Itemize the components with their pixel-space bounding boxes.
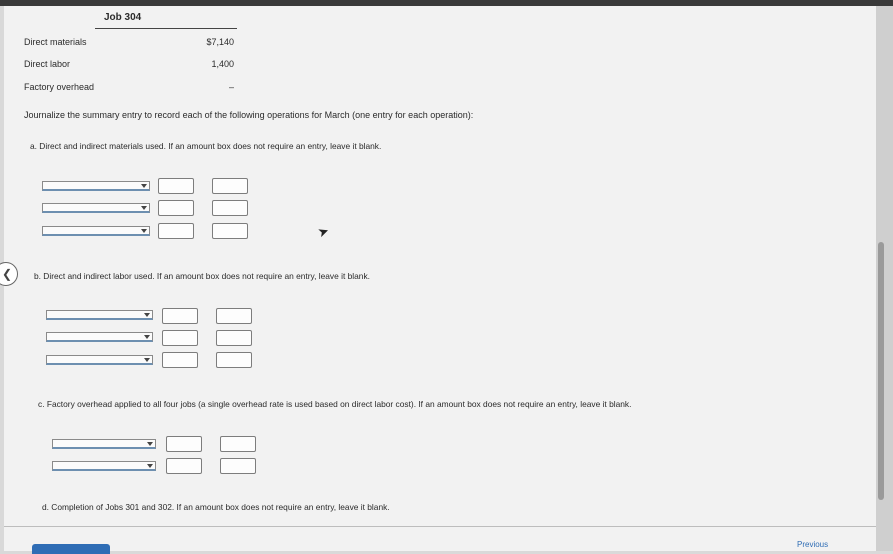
direct-materials-value: $7,140 (206, 37, 234, 47)
footer-divider (4, 526, 876, 527)
factory-overhead-value: – (228, 82, 234, 92)
job-header: Job 304 (104, 12, 142, 23)
scrollbar-thumb[interactable] (878, 242, 884, 500)
direct-labor-value: 1,400 (211, 59, 234, 69)
part-c-credit-input-2[interactable] (220, 458, 256, 474)
part-a-instruction: a. Direct and indirect materials used. If an amount box does not require an entry, leave it blank. (30, 141, 382, 151)
job-header-rule (95, 28, 237, 29)
direct-materials-label: Direct materials (24, 37, 87, 47)
part-d-instruction: d. Completion of Jobs 301 and 302. If an amount box does not require an entry, leave it blank. (42, 502, 390, 512)
chevron-down-icon (147, 442, 153, 446)
mouse-cursor-icon: ➤ (315, 222, 331, 241)
submit-button[interactable] (32, 544, 110, 554)
part-b-debit-input-1[interactable] (162, 308, 198, 324)
part-a-credit-input-3[interactable] (212, 223, 248, 239)
part-a-account-select-2[interactable] (42, 203, 150, 213)
journalize-instruction: Journalize the summary entry to record each of the following operations for March (one entry for each operation): (24, 110, 474, 120)
part-b-instruction: b. Direct and indirect labor used. If an amount box does not require an entry, leave it blank. (34, 271, 370, 281)
chevron-down-icon (141, 184, 147, 188)
part-c-account-select-2[interactable] (52, 461, 156, 471)
factory-overhead-label: Factory overhead (24, 82, 95, 92)
part-a-credit-input-1[interactable] (212, 178, 248, 194)
direct-labor-label: Direct labor (24, 59, 71, 69)
part-b-account-select-1[interactable] (46, 310, 153, 320)
chevron-down-icon (147, 464, 153, 468)
chevron-down-icon (144, 358, 150, 362)
part-c-instruction: c. Factory overhead applied to all four jobs (a single overhead rate is used based on direct labor cost). If an amount box does not require an entry, leave it blank. (38, 399, 632, 409)
chevron-down-icon (144, 335, 150, 339)
part-a-debit-input-2[interactable] (158, 200, 194, 216)
part-b-account-select-2[interactable] (46, 332, 153, 342)
part-c-debit-input-1[interactable] (166, 436, 202, 452)
part-c-credit-input-1[interactable] (220, 436, 256, 452)
chevron-down-icon (144, 313, 150, 317)
part-a-credit-input-2[interactable] (212, 200, 248, 216)
part-b-account-select-3[interactable] (46, 355, 153, 365)
part-b-credit-input-1[interactable] (216, 308, 252, 324)
previous-link[interactable]: Previous (797, 540, 829, 549)
part-a-account-select-3[interactable] (42, 226, 150, 236)
chevron-down-icon (141, 229, 147, 233)
chevron-left-icon: ❮ (2, 267, 13, 281)
part-b-credit-input-3[interactable] (216, 352, 252, 368)
part-c-account-select-1[interactable] (52, 439, 156, 449)
part-b-debit-input-3[interactable] (162, 352, 198, 368)
part-b-credit-input-2[interactable] (216, 330, 252, 346)
part-a-account-select-1[interactable] (42, 181, 150, 191)
part-b-debit-input-2[interactable] (162, 330, 198, 346)
part-a-debit-input-1[interactable] (158, 178, 194, 194)
part-a-debit-input-3[interactable] (158, 223, 194, 239)
chevron-down-icon (141, 206, 147, 210)
part-c-debit-input-2[interactable] (166, 458, 202, 474)
